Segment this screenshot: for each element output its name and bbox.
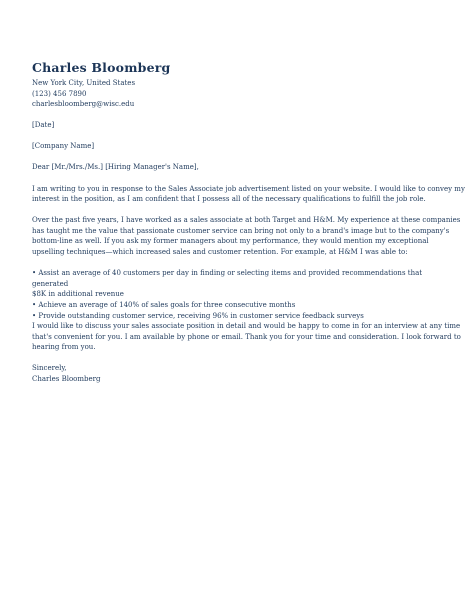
paragraph-line: Over the past five years, I have worked as a sales associate at both Target and H&M. My experience at these companies [32, 216, 461, 225]
achievement-list [32, 268, 450, 321]
letter-content [32, 60, 465, 385]
signature-name: Charles Bloomberg [32, 374, 101, 383]
paragraph-line: bottom-line as well. If you ask my former managers about my performance, they would mention my exceptional [32, 237, 429, 246]
paragraph-line: interest in the position, as I am confident that I possess all of the necessary qualifications to fulfill the job role. [32, 195, 426, 204]
salutation-text: Dear [Mr./Mrs./Ms.] [Hiring Manager's Name], [32, 163, 199, 172]
paragraph-intro [32, 184, 465, 205]
list-item: • Achieve an average of 140% of sales goals for three consecutive months [32, 300, 296, 309]
paragraph-line: that's convenient for you. I am available by phone or email. Thank you for your time and consideration. I look forward to [32, 332, 461, 341]
sender-address: New York City, United States [32, 79, 136, 87]
sender-contact [32, 78, 450, 110]
paragraph-closing [32, 321, 461, 353]
paragraph-experience [32, 215, 461, 257]
sender-phone: (123) 456 7890 [32, 89, 87, 98]
recipient-company [32, 141, 450, 152]
paragraph-line: I am writing to you in response to the Sales Associate job advertisement listed on your website. I would like to convey my [32, 184, 465, 193]
date-placeholder: [Date] [32, 121, 55, 130]
letter-date [32, 120, 450, 131]
company-placeholder: [Company Name] [32, 142, 95, 151]
paragraph-line: hearing from you. [32, 343, 96, 352]
salutation [32, 162, 450, 173]
paragraph-line: has taught me the value that passionate customer service can bring not only to a brand's image but to the company's [32, 226, 450, 235]
signoff: Sincerely, [32, 364, 67, 373]
signature-block [32, 363, 450, 384]
list-item: • Provide outstanding customer service, receiving 96% in customer service feedback surveys [32, 311, 364, 320]
sender-name: Charles Bloomberg [32, 60, 171, 75]
sender-email: charlesbloomberg@wisc.edu [32, 100, 135, 109]
paragraph-line: I would like to discuss your sales associate position in detail and would be happy to come in for an interview at any time [32, 322, 461, 331]
list-item: $8K in additional revenue [32, 290, 124, 299]
list-item: • Assist an average of 40 customers per day in finding or selecting items and provided recommendations that generated [32, 269, 423, 288]
paragraph-line: upselling techniques—which increased sales and customer retention. For example, at H&M I was able to: [32, 248, 408, 257]
